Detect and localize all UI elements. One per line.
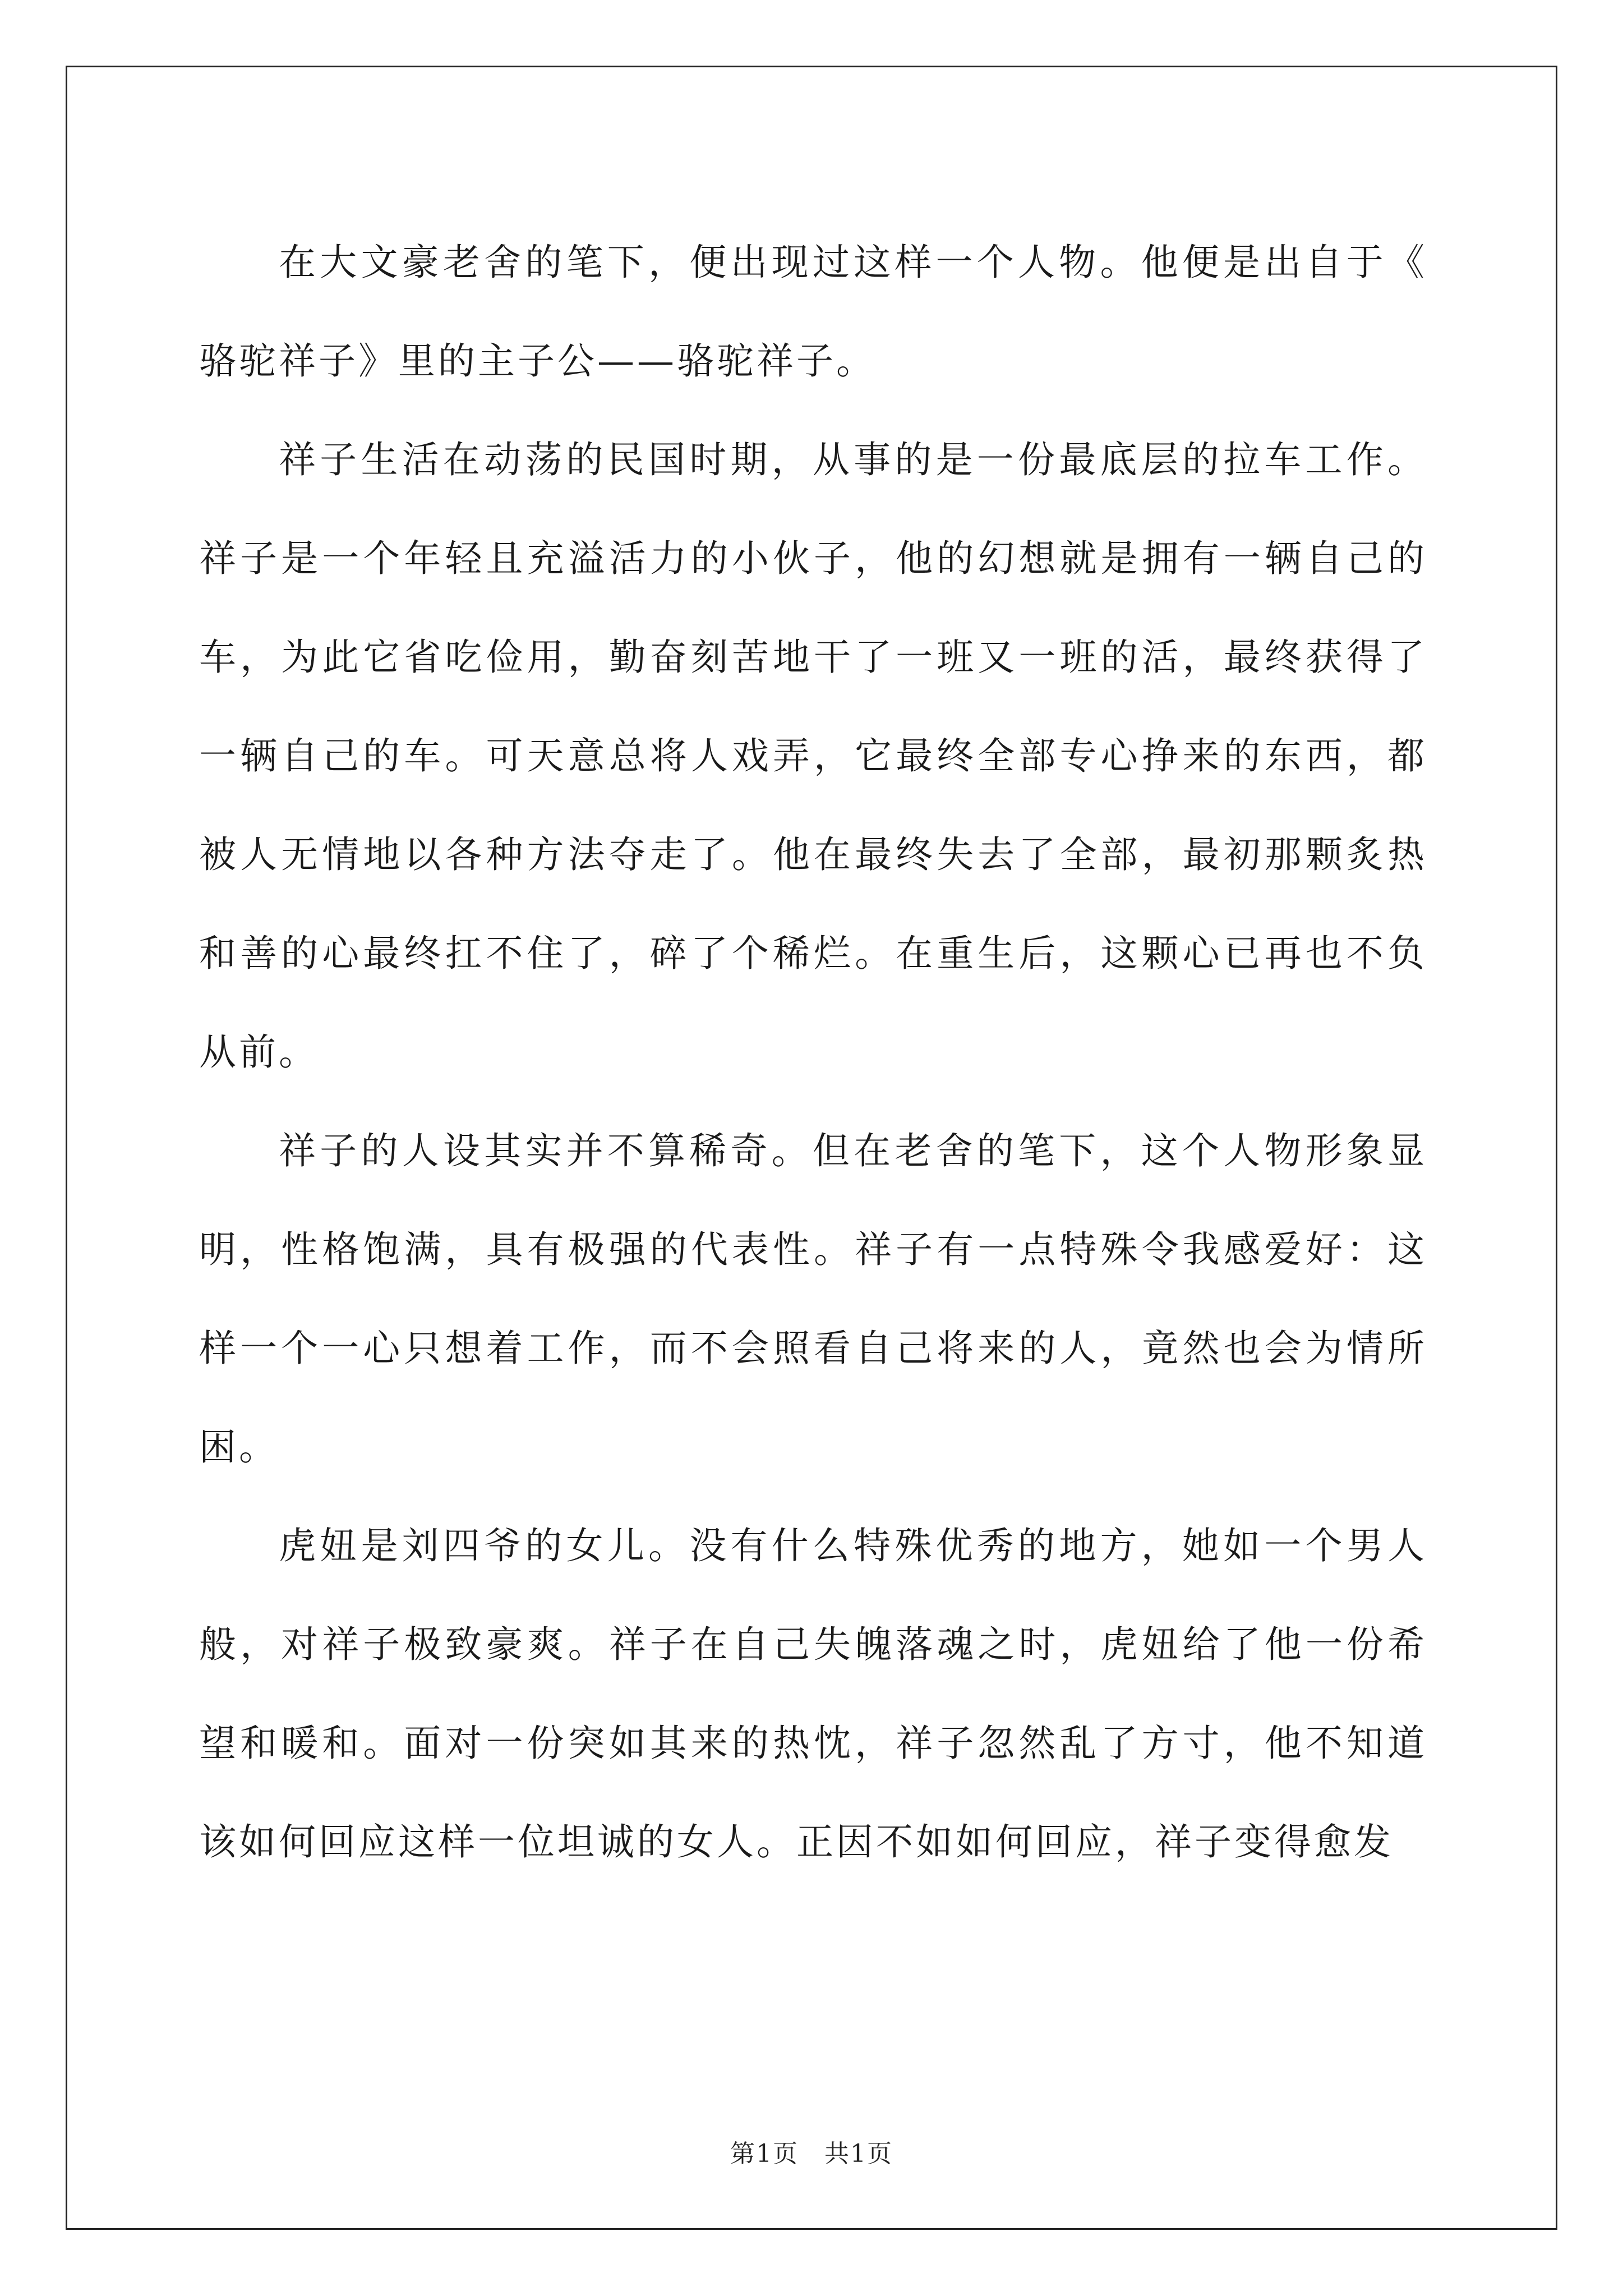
paragraph: 虎妞是刘四爷的女儿。没有什么特殊优秀的地方，她如一个男人般，对祥子极致豪爽。祥子在自己失魄落魂之时，虎妞给了他一份希望和暖和。面对一份突如其来的热忱，祥子忽然乱了方寸，他不知道该如何回应这样一位坦诚的女人。正因不如如何回应，祥子变得愈发 [199, 1524, 1427, 1864]
paragraph: 祥子生活在动荡的民国时期，从事的是一份最底层的拉车工作。祥子是一个年轻且充溢活力的小伙子，他的幻想就是拥有一辆自己的车，为此它省吃俭用，勤奋刻苦地干了一班又一班的活，最终获得了一辆自己的车。可天意总将人戏弄，它最终全部专心挣来的东西，都被人无情地以各种方法夺走了。他在最终失去了全部，最初那颗炙热和善的心最终扛不住了，碎了个稀烂。在重生后，这颗心已再也不负从前。 [199, 438, 1427, 1074]
document-body [199, 213, 1427, 1892]
paragraph: 在大文豪老舍的笔下，便出现过这样一个人物。他便是出自于《骆驼祥子》里的主子公——骆驼祥子。 [199, 241, 1427, 383]
paragraph: 祥子的人设其实并不算稀奇。但在老舍的笔下，这个人物形象显明，性格饱满，具有极强的代表性。祥子有一点特殊令我感爱好：这样一个一心只想着工作，而不会照看自己将来的人，竟然也会为情所困。 [199, 1129, 1427, 1469]
page-number-footer: 第1页 共1页 [730, 2139, 893, 2168]
